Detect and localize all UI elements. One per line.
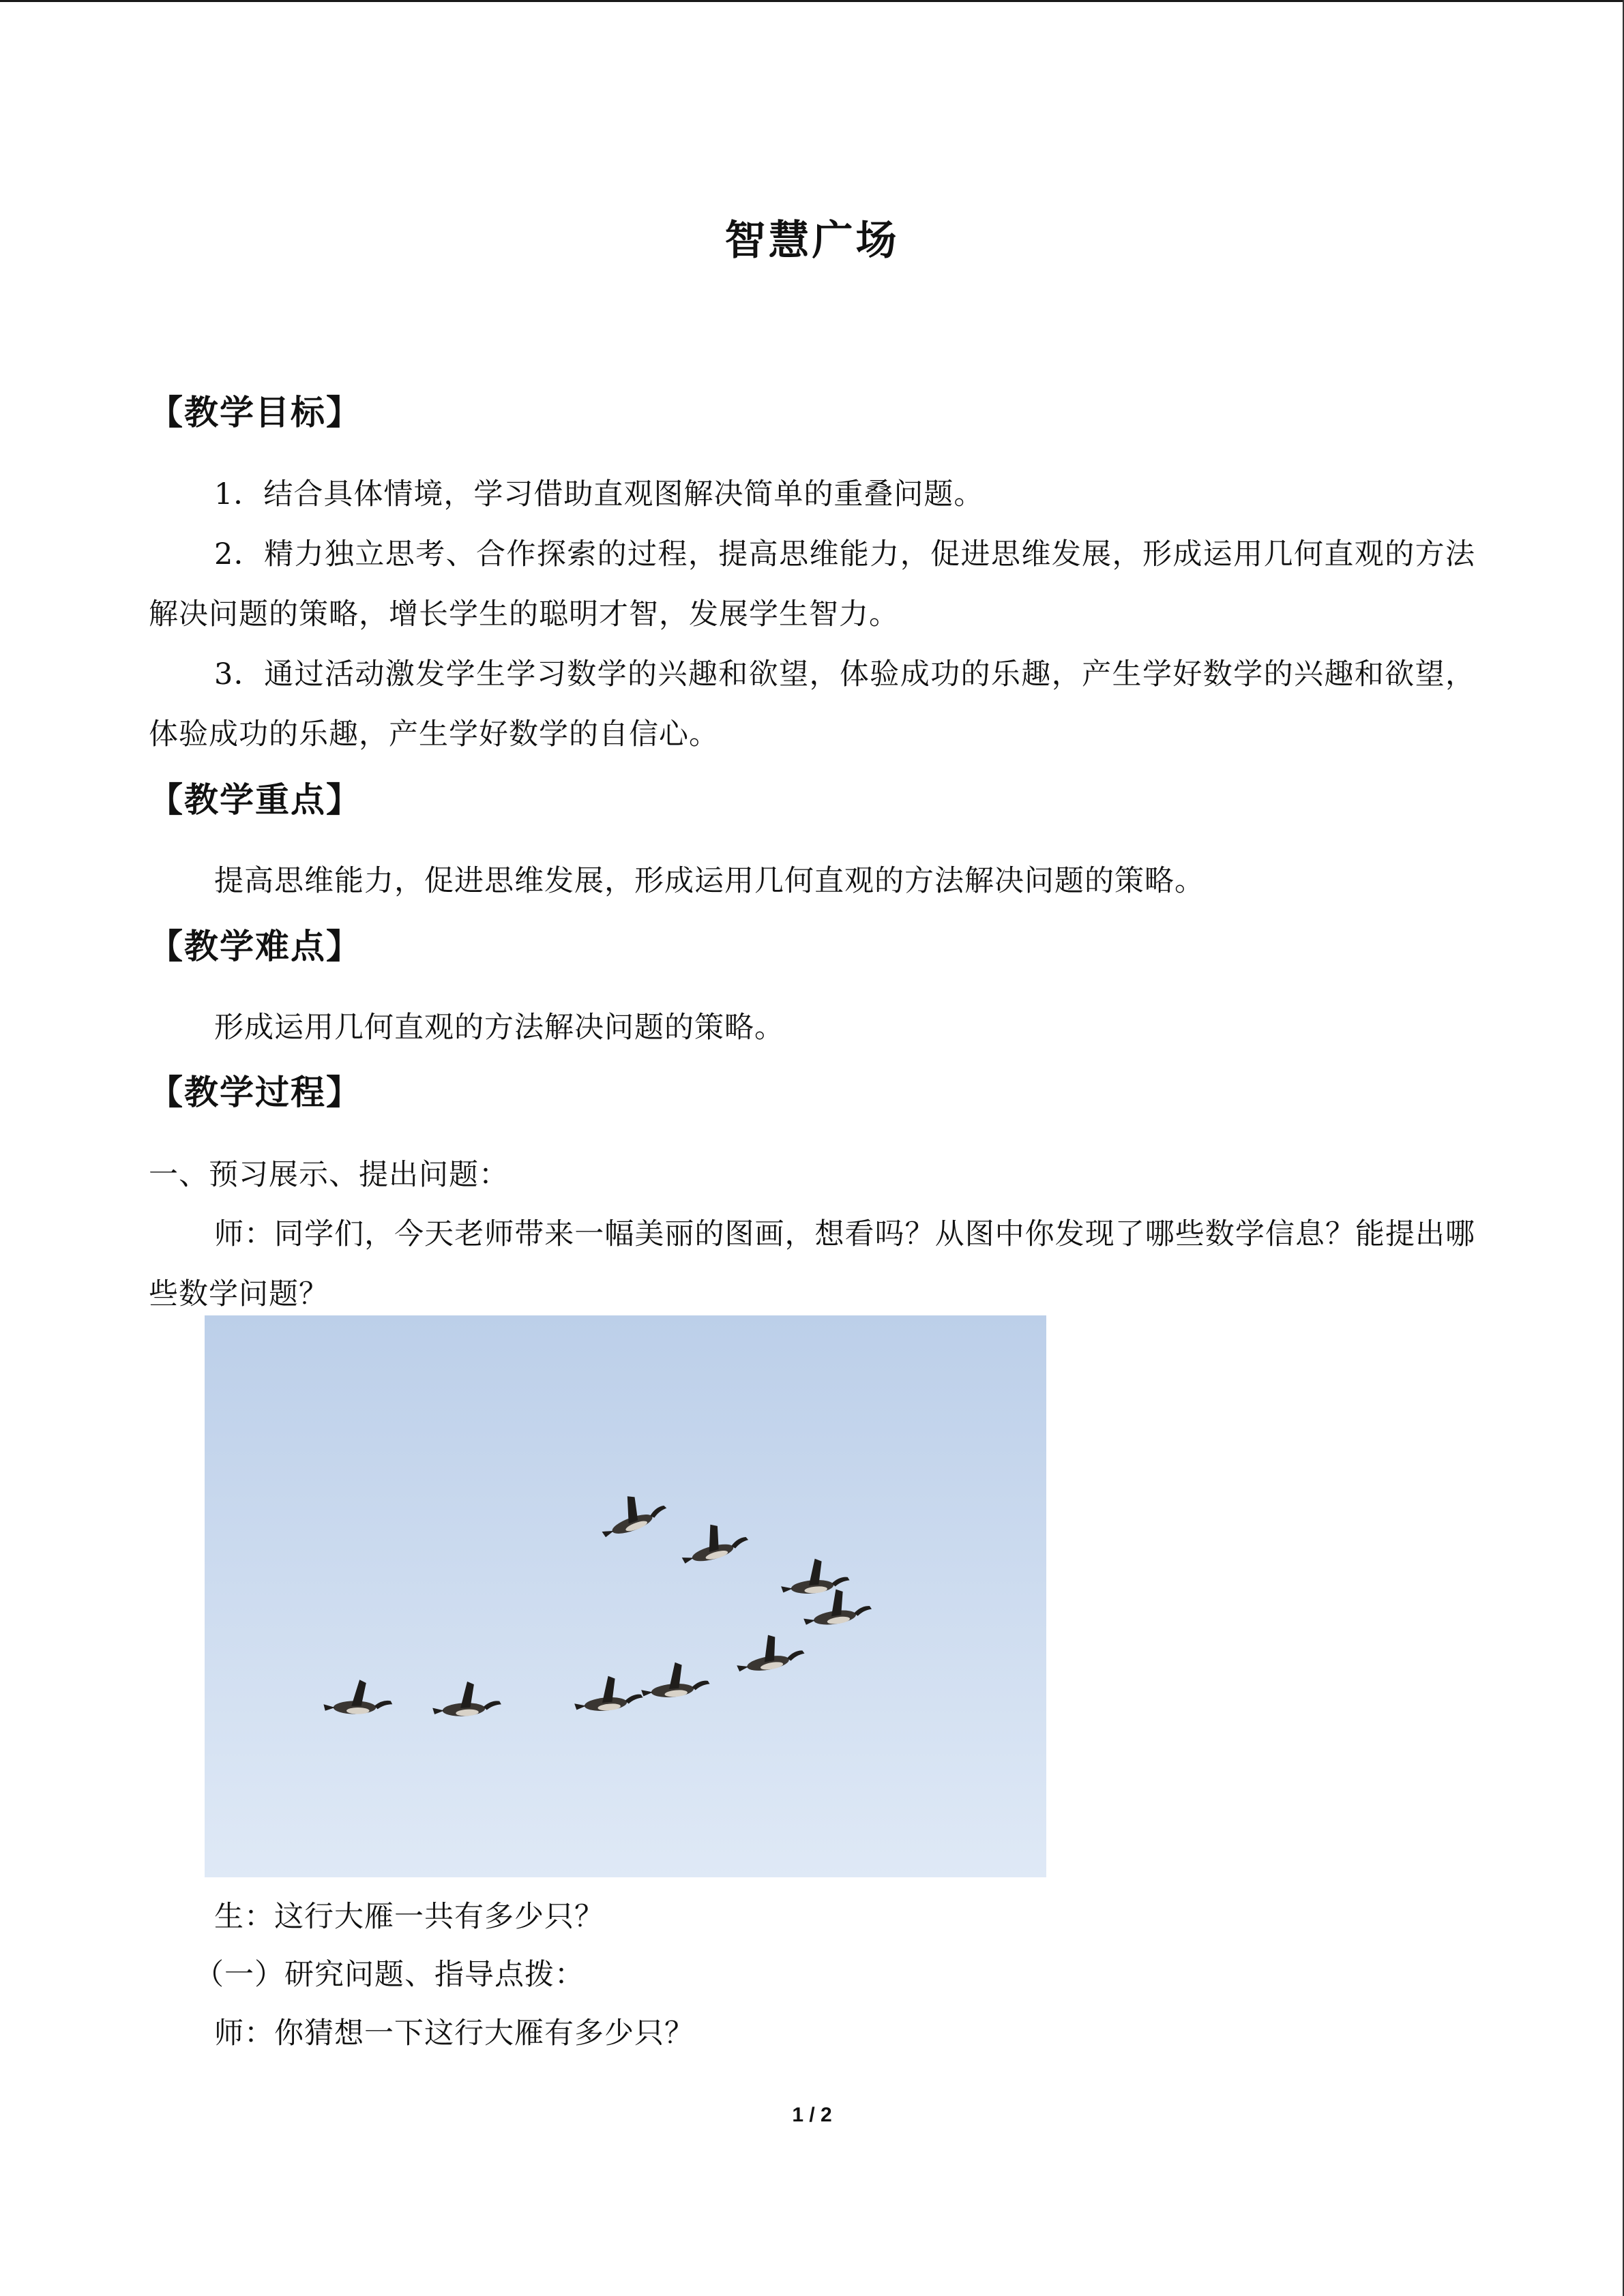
top-border-line xyxy=(0,0,1624,2)
goal-item-2: 2．精力独立思考、合作探索的过程，提高思维能力，促进思维发展，形成运用几何直观的方法解决问题的策略，增长学生的聪明才智，发展学生智力。 xyxy=(149,537,1475,631)
teacher-prompt: 师：同学们，今天老师带来一幅美丽的图画，想看吗？从图中你发现了哪些数学信息？能提出哪些数学问题？ xyxy=(149,1217,1475,1311)
teacher-question: 师：你猜想一下这行大雁有多少只？ xyxy=(214,2016,694,2051)
difficulties-text: 形成运用几何直观的方法解决问题的策略。 xyxy=(214,1011,784,1045)
page-number: 1 / 2 xyxy=(792,2104,832,2126)
goal-item-3: 3．通过活动激发学生学习数学的兴趣和欲望，体验成功的乐趣，产生学好数学的兴趣和欲望，体验成功的乐趣，产生学好数学的自信心。 xyxy=(149,657,1475,751)
heading-teaching-goals: 【教学目标】 xyxy=(149,392,361,432)
geese-photo xyxy=(205,1315,1046,1877)
heading-key-points: 【教学重点】 xyxy=(149,779,361,820)
key-points-text: 提高思维能力，促进思维发展，形成运用几何直观的方法解决问题的策略。 xyxy=(214,864,1205,898)
student-question: 生：这行大雁一共有多少只？ xyxy=(214,1900,604,1934)
heading-difficulties: 【教学难点】 xyxy=(149,926,361,966)
page-title: 智慧广场 xyxy=(724,217,900,265)
process-step-1: 一、预习展示、提出问题： xyxy=(149,1158,509,1192)
process-sub-step: （一）研究问题、指导点拨： xyxy=(194,1958,585,1992)
heading-teaching-process: 【教学过程】 xyxy=(149,1072,361,1112)
goal-item-1: 1．结合具体情境，学习借助直观图解决简单的重叠问题。 xyxy=(214,477,984,511)
